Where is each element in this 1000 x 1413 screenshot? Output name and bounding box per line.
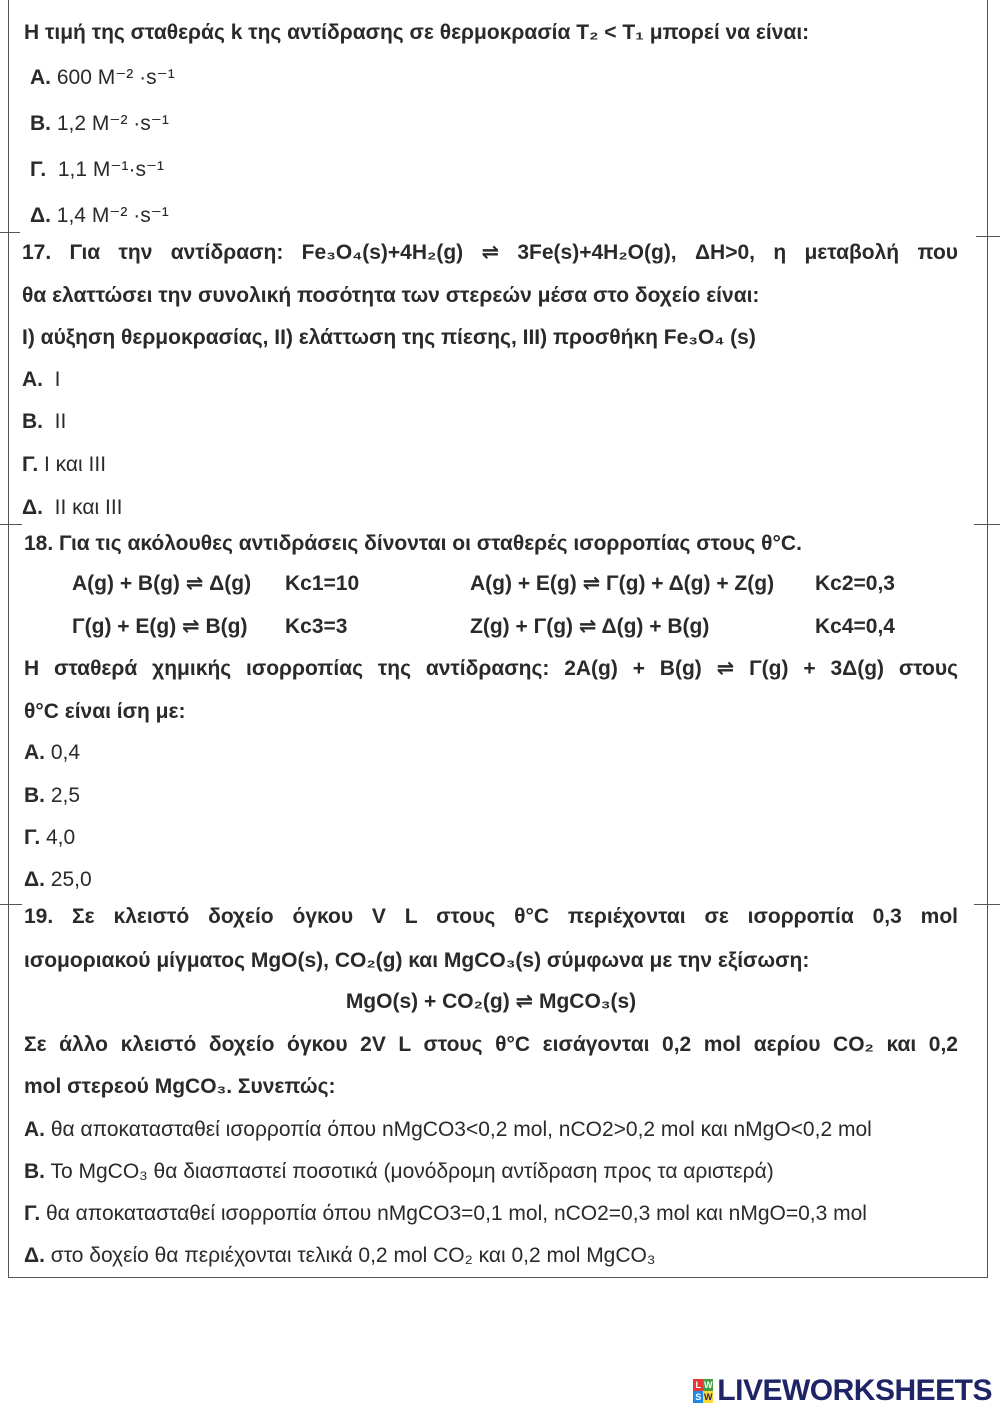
right-border bbox=[987, 0, 988, 1278]
q19-line-3: Σε άλλο κλειστό δοχείο όγκου 2V L στους θ°C εισάγονται 0,2 mol αερίου CO₂ και 0,2 bbox=[24, 1033, 958, 1056]
divider-tick bbox=[974, 904, 1000, 905]
q19-option-b: Β. Το MgCO₃ θα διασπαστεί ποσοτικά (μονόδρομη αντίδραση προς τα αριστερά) bbox=[24, 1160, 774, 1183]
q16-stem: Η τιμή της σταθεράς k της αντίδρασης σε θερμοκρασία T₂ < T₁ μπορεί να είναι: bbox=[24, 21, 810, 44]
q17-option-d: Δ. II και III bbox=[22, 496, 123, 519]
liveworksheets-logo[interactable] bbox=[693, 1374, 992, 1408]
q18-reaction-3: Γ(g) + E(g) ⇌ B(g) Kc3=3 bbox=[72, 612, 958, 642]
q18-k3: Kc3=3 bbox=[285, 615, 348, 638]
q19-option-d: Δ. στο δοχείο θα περιέχονται τελικά 0,2 mol CO₂ και 0,2 mol MgCO₃ bbox=[24, 1244, 656, 1267]
q17-line-1: 17. Για την αντίδραση: Fe₃O₄(s)+4H₂(g) ⇌ 3Fe(s)+4H₂O(g), ΔH>0, η μεταβολή που bbox=[22, 241, 958, 264]
q16-option-d: Δ. 1,4 M⁻² ·s⁻¹ bbox=[30, 204, 169, 227]
q16-option-b: Β. 1,2 M⁻² ·s⁻¹ bbox=[30, 112, 169, 135]
q18-option-c: Γ. 4,0 bbox=[24, 826, 76, 849]
logo-text: LIVEWORKSHEETS bbox=[717, 1374, 992, 1407]
q19-option-c: Γ. θα αποκατασταθεί ισορροπία όπου nMgCO3=0,1 mol, nCO2=0,3 mol και nMgO=0,3 mol bbox=[24, 1202, 867, 1225]
q16-option-a: Α. 600 M⁻² ·s⁻¹ bbox=[30, 66, 175, 89]
divider-tick bbox=[976, 236, 1000, 237]
q18-k1: Kc1=10 bbox=[285, 572, 360, 595]
q17-option-c: Γ. I και III bbox=[22, 453, 107, 476]
q19-line-2: ισομοριακού μίγματος MgO(s), CO₂(g) και MgCO₃(s) σύμφωνα με την εξίσωση: bbox=[24, 949, 810, 972]
q17-option-b: Β. II bbox=[22, 410, 67, 433]
left-border bbox=[8, 0, 9, 1278]
bottom-border bbox=[8, 1277, 988, 1278]
divider-tick bbox=[974, 524, 1000, 525]
q18-reaction-4: Z(g) + Γ(g) ⇌ Δ(g) + B(g) Kc4=0,4 bbox=[470, 612, 958, 642]
q18-k2: Kc2=0,3 bbox=[815, 572, 895, 595]
worksheet-page bbox=[8, 0, 988, 1278]
q17-line-3: I) αύξηση θερμοκρασίας, II) ελάττωση της πίεσης, III) προσθήκη Fe₃O₄ (s) bbox=[22, 326, 756, 349]
q19-equation: MgO(s) + CO₂(g) ⇌ MgCO₃(s) bbox=[345, 990, 637, 1013]
q16-option-c: Γ. 1,1 M⁻¹·s⁻¹ bbox=[30, 158, 165, 181]
q18-reaction-1: A(g) + B(g) ⇌ Δ(g) Kc1=10 bbox=[72, 569, 958, 599]
q17-line-2: θα ελαττώσει την συνολική ποσότητα των στερεών μέσα στο δοχείο είναι: bbox=[22, 284, 760, 307]
q18-reaction-2: A(g) + E(g) ⇌ Γ(g) + Δ(g) + Z(g) Kc2=0,3 bbox=[470, 569, 958, 599]
q19-option-a: Α. θα αποκατασταθεί ισορροπία όπου nMgCO3<0,2 mol, nCO2>0,2 mol και nMgO<0,2 mol bbox=[24, 1118, 872, 1141]
q18-option-a: Α. 0,4 bbox=[24, 741, 81, 764]
q19-line-4: mol στερεού MgCO₃. Συνεπώς: bbox=[24, 1075, 336, 1098]
q19-line-1: 19. Σε κλειστό δοχείο όγκου V L στους θ°C περιέχονται σε ισορροπία 0,3 mol bbox=[24, 905, 958, 928]
q17-option-a: Α. I bbox=[22, 368, 61, 391]
q18-stem: 18. Για τις ακόλουθες αντιδράσεις δίνονται οι σταθερές ισορροπίας στους θ°C. bbox=[24, 532, 802, 555]
q18-option-d: Δ. 25,0 bbox=[24, 868, 92, 891]
divider-tick bbox=[0, 904, 22, 905]
logo-mark-icon: L W S W bbox=[695, 1380, 713, 1402]
q18-question-line-2: θ°C είναι ίση με: bbox=[24, 700, 186, 723]
divider-tick bbox=[0, 524, 22, 525]
divider-tick bbox=[0, 232, 20, 233]
q18-option-b: Β. 2,5 bbox=[24, 784, 81, 807]
q18-question-line-1: Η σταθερά χημικής ισορροπίας της αντίδρασης: 2A(g) + B(g) ⇌ Γ(g) + 3Δ(g) στους bbox=[24, 657, 958, 680]
q18-k4: Kc4=0,4 bbox=[815, 615, 895, 638]
